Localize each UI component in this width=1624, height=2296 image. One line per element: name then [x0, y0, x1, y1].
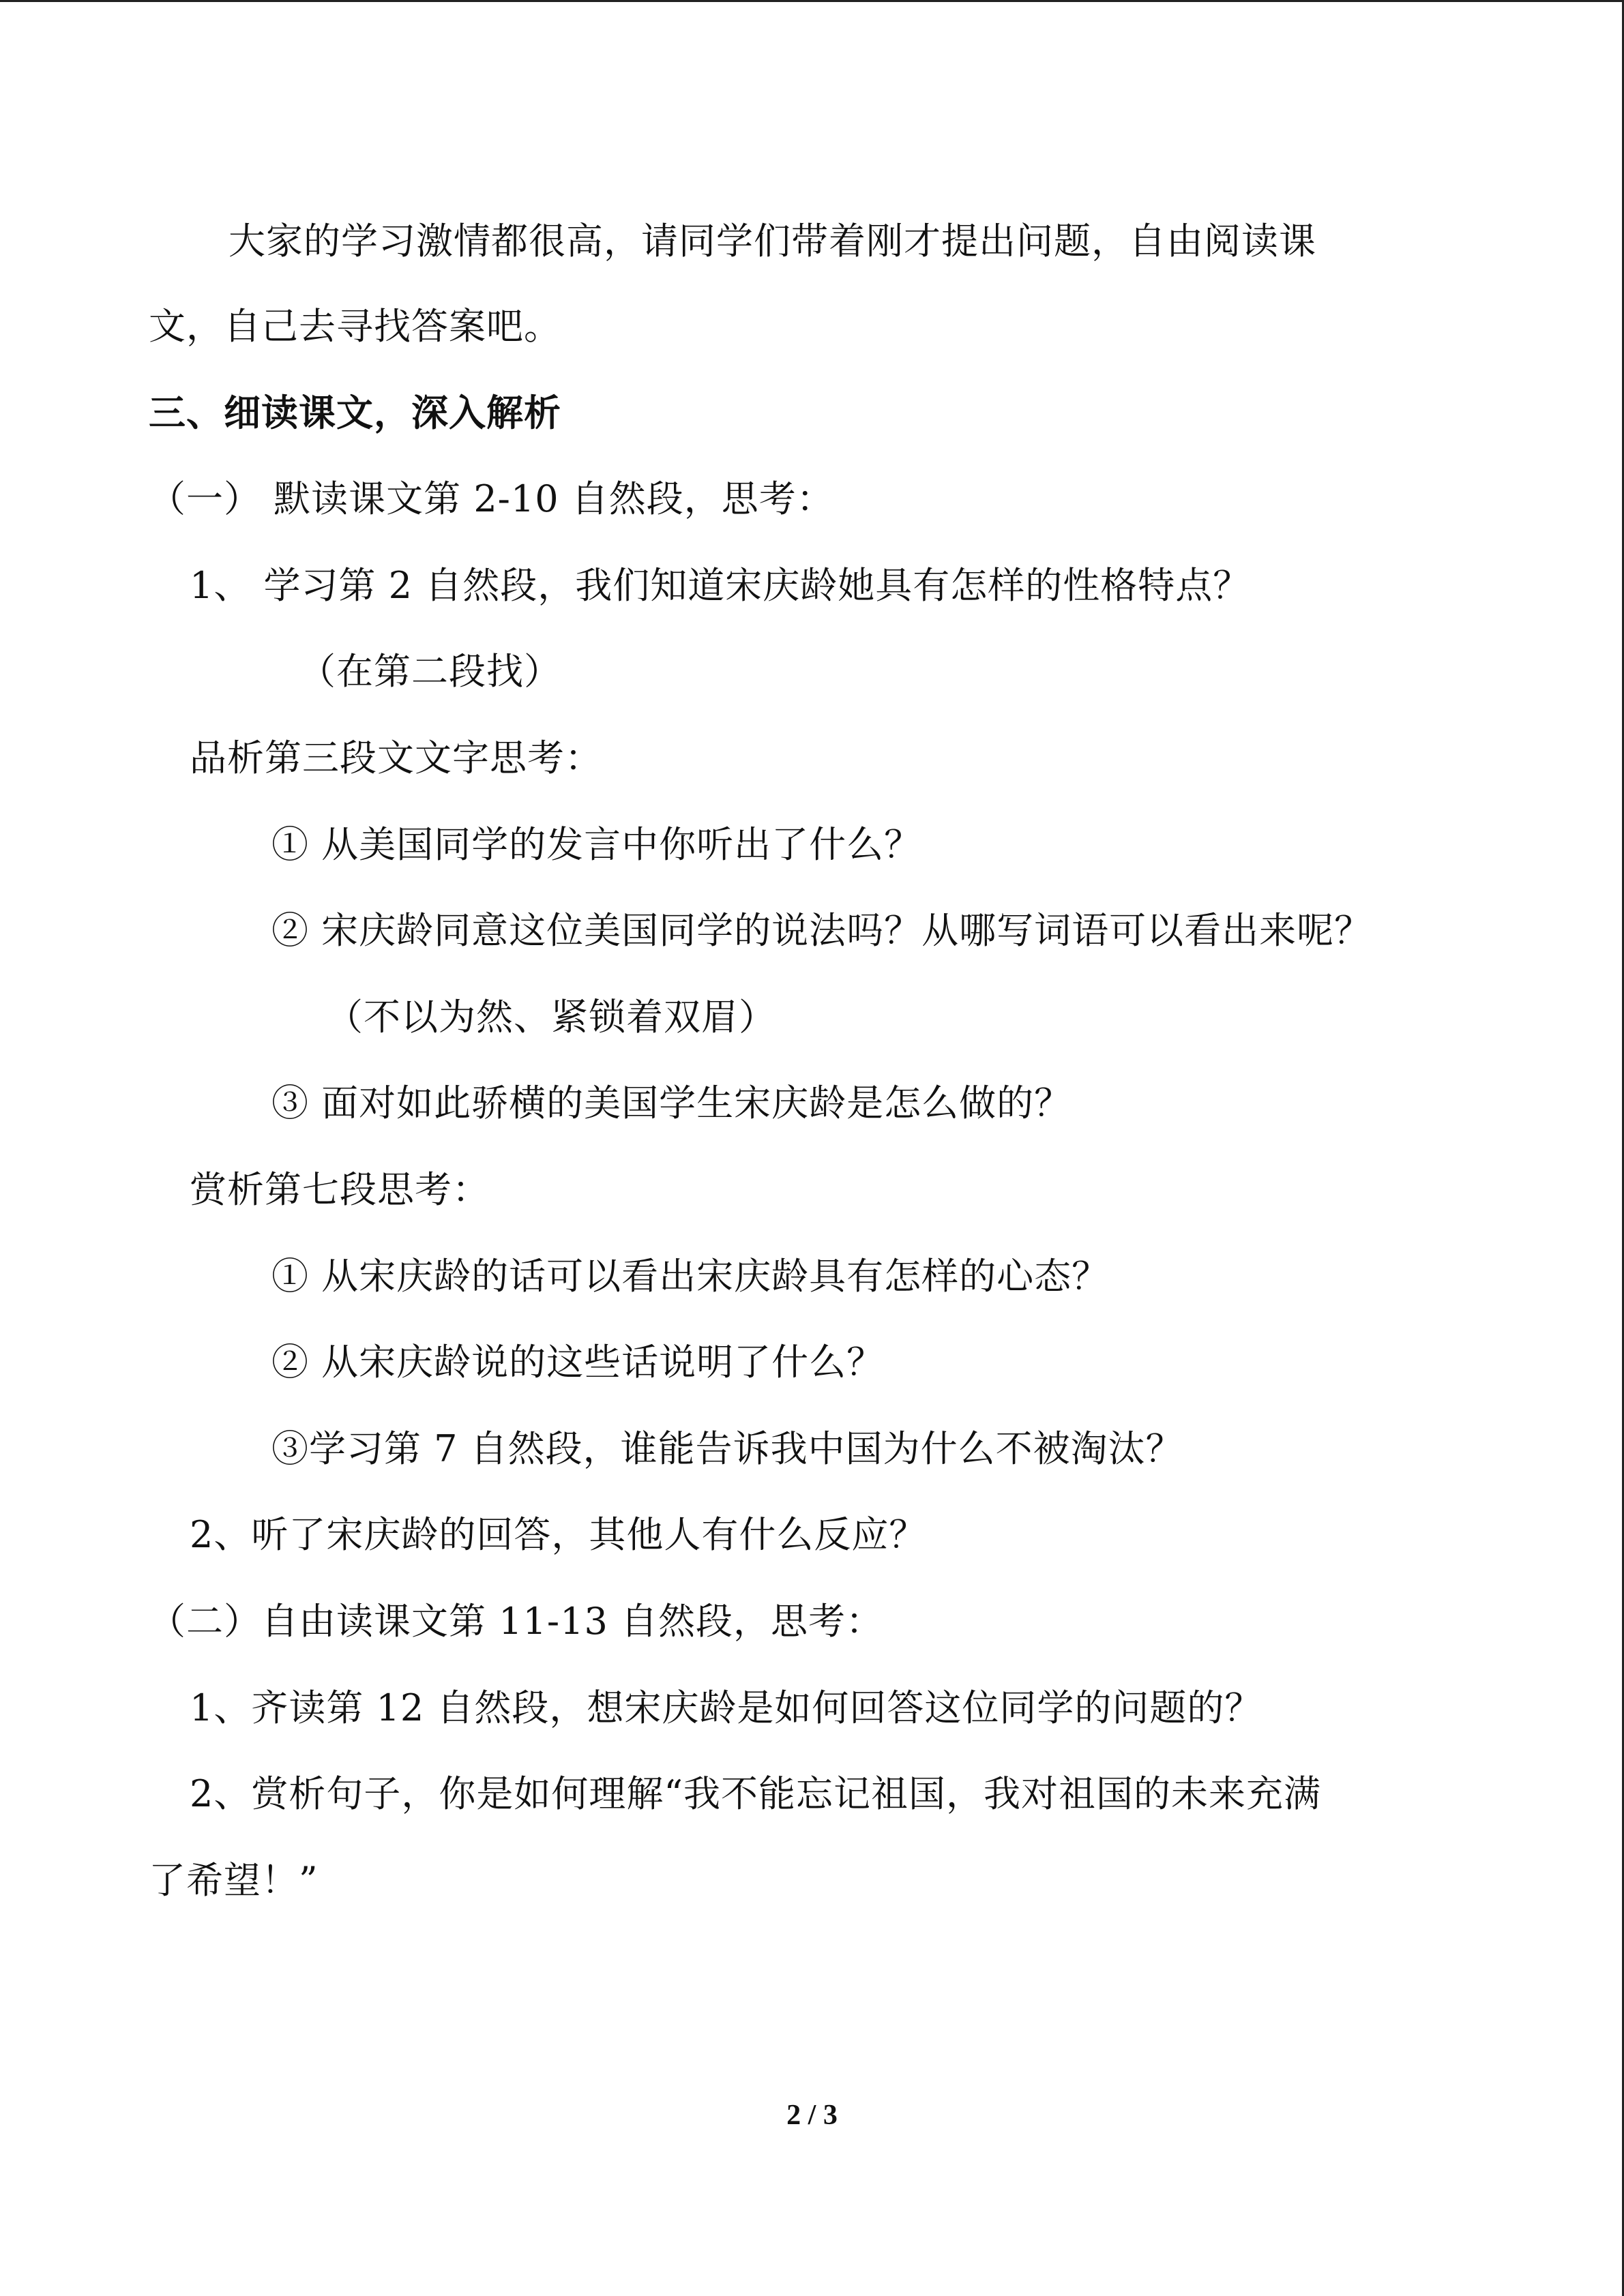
- paragraph-3-item-2-hint: （不以为然、紧锁着双眉）: [326, 996, 776, 1039]
- intro-paragraph-line-2: 文，自己去寻找答案吧。: [149, 305, 561, 348]
- part-2-question-2-line-2: 了希望！”: [149, 1859, 319, 1902]
- paragraph-7-analysis-heading: 赏析第七段思考：: [190, 1168, 490, 1211]
- part-1-question-1-hint: （在第二段找）: [299, 650, 561, 693]
- page-number: 2 / 3: [786, 2100, 838, 2131]
- part-2-heading: （二）自由读课文第 11-13 自然段，思考：: [149, 1600, 884, 1643]
- paragraph-3-item-2: ② 宋庆龄同意这位美国同学的说法吗？从哪写词语可以看出来呢？: [271, 909, 1372, 952]
- paragraph-3-item-1: ① 从美国同学的发言中你听出了什么？: [271, 823, 922, 866]
- paragraph-3-analysis-heading: 品析第三段文文字思考：: [190, 736, 602, 779]
- paragraph-7-item-1: ① 从宋庆龄的话可以看出宋庆龄具有怎样的心态？: [271, 1255, 1110, 1298]
- paragraph-3-item-3: ③ 面对如此骄横的美国学生宋庆龄是怎么做的？: [271, 1082, 1072, 1124]
- part-2-question-1: 1、齐读第 12 自然段，想宋庆龄是如何回答这位同学的问题的？: [190, 1686, 1263, 1729]
- intro-paragraph-line-1: 大家的学习激情都很高，请同学们带着刚才提出问题，自由阅读课: [228, 220, 1316, 263]
- part-1-question-2: 2、听了宋庆龄的回答，其他人有什么反应？: [190, 1513, 927, 1556]
- paragraph-7-item-2: ② 从宋庆龄说的这些话说明了什么？: [271, 1341, 885, 1384]
- section-3-heading: 三、细读课文，深入解析: [149, 391, 561, 434]
- part-2-question-2-line-1: 2、赏析句子，你是如何理解“我不能忘记祖国，我对祖国的未来充满: [190, 1772, 1321, 1815]
- part-1-question-1: 1、 学习第 2 自然段，我们知道宋庆龄她具有怎样的性格特点？: [190, 564, 1251, 607]
- part-1-heading: （一） 默读课文第 2-10 自然段，思考：: [149, 477, 834, 520]
- paragraph-7-item-3: ③学习第 7 自然段，谁能告诉我中国为什么不被淘汰？: [271, 1427, 1183, 1470]
